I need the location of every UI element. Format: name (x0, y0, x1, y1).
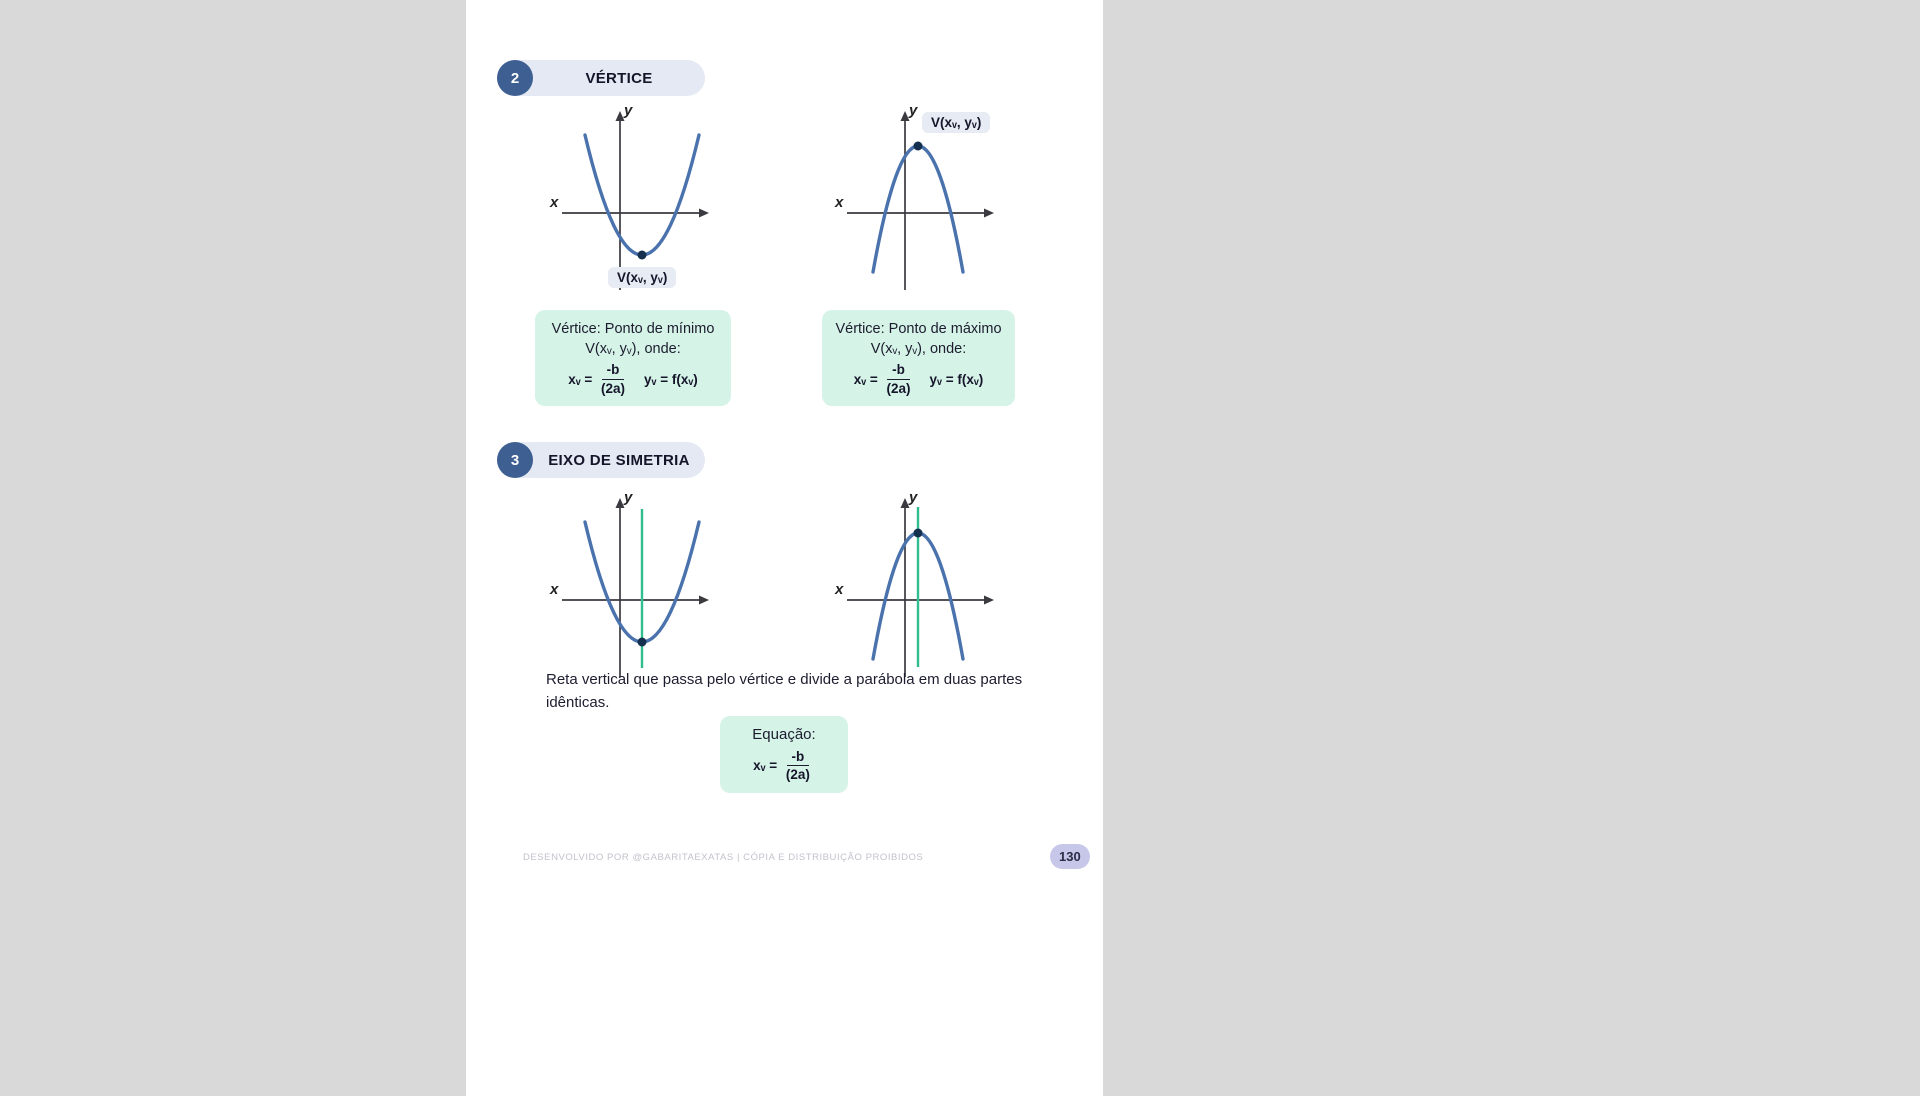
fraction-numerator: -b (602, 362, 625, 380)
vertex-point (914, 529, 923, 538)
fraction (786, 749, 810, 783)
section-eixo-title: EIXO DE SIMETRIA (548, 451, 690, 469)
fraction-denominator: (2a) (601, 380, 626, 396)
fraction (887, 362, 911, 396)
vertex-max-box (822, 310, 1015, 406)
equation-box (720, 716, 848, 793)
vertex-point (914, 142, 923, 151)
section-eixo-header (497, 442, 705, 478)
xv-lhs: xᵥ = (853, 371, 882, 387)
vertex-point (638, 251, 647, 260)
x-axis-arrow-icon (699, 596, 709, 605)
x-axis-arrow-icon (984, 596, 994, 605)
fraction (601, 362, 625, 396)
y-axis-label: y (624, 489, 633, 506)
fraction-denominator: (2a) (886, 380, 911, 396)
vertex-point (638, 638, 647, 647)
vertex-label-max: V(xᵥ, yᵥ) (922, 112, 990, 133)
xv-lhs: xᵥ = (568, 371, 597, 387)
vertex-max-line2: V(xᵥ, yᵥ), onde: (870, 341, 967, 357)
yv-formula: yᵥ = f(xᵥ) (929, 371, 984, 387)
symmetry-description: Reta vertical que passa pelo vértice e divide a parábola em duas partes idênticas. (546, 671, 1023, 712)
x-axis-arrow-icon (699, 209, 709, 218)
section-vertice-title: VÉRTICE (585, 69, 653, 87)
x-axis-label: x (835, 581, 844, 598)
equation-formula (726, 749, 842, 783)
symmetry-maximum-graph (825, 487, 1005, 687)
y-axis-label: y (909, 489, 918, 506)
x-axis-arrow-icon (984, 209, 994, 218)
vertex-min-line2: V(xᵥ, yᵥ), onde: (585, 341, 681, 357)
y-axis-label: y (624, 102, 633, 119)
parabola-curve (585, 135, 699, 255)
page-number-badge: 130 (1050, 844, 1090, 869)
vertex-max-line1: Vértice: Ponto de máximo (835, 321, 1002, 337)
section-eixo-badge: 3 (497, 442, 533, 478)
fraction-numerator: -b (887, 362, 910, 380)
x-axis-label: x (550, 581, 559, 598)
fraction-numerator: -b (787, 749, 810, 767)
equation-title: Equação: (752, 726, 816, 743)
yv-formula: yᵥ = f(xᵥ) (644, 371, 698, 387)
xv-lhs: xᵥ = (753, 758, 781, 774)
vertex-min-line1: Vértice: Ponto de mínimo (551, 321, 715, 337)
parabola-curve (873, 146, 963, 272)
symmetry-minimum-graph (540, 487, 720, 687)
x-axis-label: x (835, 194, 844, 211)
y-axis-label: y (909, 102, 918, 119)
fraction-denominator: (2a) (785, 767, 810, 783)
vertex-min-formula (541, 362, 725, 396)
x-axis-label: x (550, 194, 559, 211)
section-vertice-header (497, 60, 705, 96)
vertex-min-box (535, 310, 731, 406)
document-page (466, 0, 1103, 1096)
footer-credit: DESENVOLVIDO POR @GABARITAEXATAS | CÓPIA E DISTRIBUIÇÃO PROIBIDOS (523, 852, 924, 863)
vertex-label-min: V(xᵥ, yᵥ) (608, 267, 676, 288)
section-vertice-badge: 2 (497, 60, 533, 96)
vertex-max-formula (828, 362, 1009, 396)
